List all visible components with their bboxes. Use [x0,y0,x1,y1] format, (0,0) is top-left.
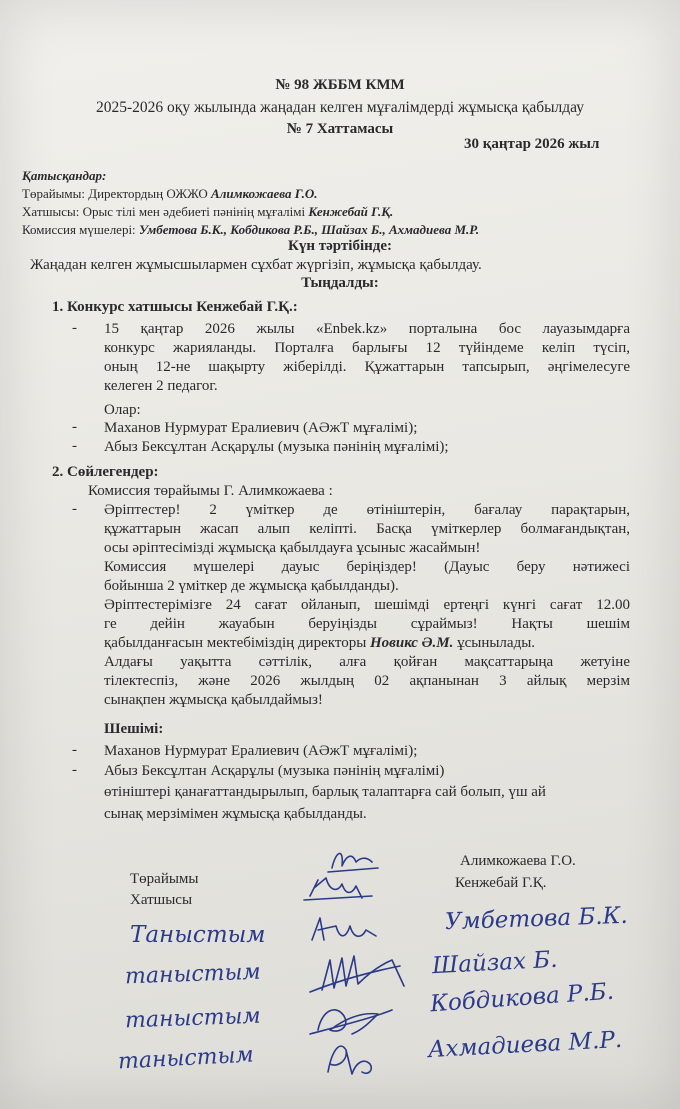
sign-chair-label: Төрайымы [130,871,199,887]
chair-label: Төрайымы: Директордың ОЖЖО [22,186,212,201]
decision-item-2: Абыз Бексұлтан Асқарұлы (музыка пәнінің мұғалімі) [104,763,445,779]
signature-secretary [304,878,372,900]
chair-name: Алимкожаева Г.О. [211,186,318,201]
sign-chair-name: Алимкожаева Г.О. [460,853,576,869]
speech-line-2: құжаттарын жасап алып келіпті. Басқа үміткерлер болмағандықтан, [104,521,630,537]
doc-date: 30 қаңтар 2026 жыл [464,136,600,152]
dash-marker: - [72,742,77,758]
signature-member-1 [312,918,376,940]
candidate-1: Маханов Нурмурат Ералиевич (АӘжТ мұғалімі); [104,420,418,436]
speech-line-11: сынақпен жұмысқа қабылдаймыз! [104,692,323,708]
decision-item-1: Маханов Нурмурат Ералиевич (АӘжТ мұғалімі); [104,743,418,759]
org-title: № 98 ЖББМ КММ [275,77,405,93]
handwritten-member-3: Кобдикова Р.Б. [429,978,615,1018]
sign-secretary-name: Кенжебай Г.Қ. [455,875,547,891]
dash-marker: - [72,419,77,435]
members-names: Умбетова Б.К., Кобдикова Р.Б., Шайзах Б., Ахмадиева М.Р. [138,222,480,237]
agenda-text: Жаңадан келген жұмысшылармен сұхбат жүргізіп, жұмысқа қабылдау. [30,257,482,273]
sign-secretary-label: Хатшысы [130,892,193,908]
protocol-number: № 7 Хаттамасы [286,121,394,137]
heard-heading: Тыңдалды: [301,275,379,291]
secretary-name: Кенжебай Г.Қ. [308,204,394,219]
signature-member-2 [310,956,404,992]
signature-chair [328,853,378,872]
handwritten-member-4: Ахмадиева М.Р. [427,1026,623,1064]
handwritten-member-1: Умбетова Б.К. [444,902,629,936]
speech-line-6: Әріптестерімізге 24 сағат ойланып, шешімді ертеңгі күнгі сағат 12.00 [104,597,630,613]
doc-subject: 2025-2026 оқу жылында жаңадан келген мұғалімдерді жұмысқа қабылдау [96,99,584,116]
signature-member-3 [310,1010,392,1034]
speakers-title: 2. Сөйлегендер: [52,464,159,480]
item1-line-1: 15 қаңтар 2026 жылы «Enbek.kz» порталына бос лауазымдарға [104,321,630,337]
handwritten-acquaint-3: таныстым [124,1003,262,1034]
dash-marker: - [72,501,77,517]
director-post: ұсынылады. [453,635,536,651]
speech-line-5: бойынша 2 үміткер де жұмысқа қабылданды). [104,578,399,594]
handwritten-acquaint-2: таныстым [124,959,262,990]
speech-line-1: Әріптестер! 2 үміткер де өтініштерін, бағалау парақтарын, [104,502,630,518]
speech-line-3: осы әріптесімізді жұмысқа қабылдауға ұсыныс жасаймын! [104,540,481,556]
decision-line-4: сынақ мерзімімен жұмысқа қабылданды. [104,806,367,822]
director-pre: қабылданғасын мектебіміздің директоры [104,635,371,651]
dash-marker: - [72,438,77,454]
handwritten-acquaint-1: Таныстым [130,922,266,948]
speech-line-4: Комиссия мүшелері дауыс беріңіздер! (Дауыс беру нәтижесі [104,559,630,575]
handwritten-member-2: Шайзах Б. [431,946,559,980]
item1-line-2: конкурс жарияланды. Порталға барлығы 12 түйіндеме келіп түсіп, [104,340,630,356]
dash-marker: - [72,762,77,778]
dash-marker: - [72,320,77,336]
item1-line-4: келеген 2 педагог. [104,378,218,394]
speech-line-9: Алдағы уақытта сәттілік, алға қойған мақсаттарыңа жетуіне [104,654,630,670]
secretary-label: Хатшысы: Орыс тілі мен әдебиеті пәнінің мұғалімі [22,204,309,219]
decision-heading: Шешімі: [104,721,164,737]
item1-title: 1. Конкурс хатшысы Кенжебай Г.Қ.: [52,299,298,315]
signature-member-4 [328,1046,371,1074]
members-label: Комиссия мүшелері: [22,222,139,237]
handwritten-acquaint-4: таныстым [117,1042,255,1075]
speech-line-10: тілектеспіз, және 2026 жылдың 02 ақпанынан 3 айлық мерзім [104,673,630,689]
olar-label: Олар: [104,402,141,418]
agenda-heading: Күн тәртібінде: [287,238,393,254]
speech-line-7: ге дейін жауабын беруіңізды сұраймыз! Нақты шешім [104,616,630,632]
item1-line-3: оның 12-не шақырту жіберілді. Құжаттарын тапсырып, әңгімелесуге [104,359,630,375]
participants-heading: Қатысқандар: [22,168,107,183]
speakers-intro: Комиссия төрайымы Г. Алимкожаева : [88,483,333,499]
candidate-2: Абыз Бексұлтан Асқарұлы (музыка пәнінің мұғалімі); [104,439,449,455]
director-name: Новикс Ә.М. [370,635,454,651]
decision-line-3: өтініштері қанағаттандырылып, барлық талаптарға сай болып, үш ай [104,784,546,800]
